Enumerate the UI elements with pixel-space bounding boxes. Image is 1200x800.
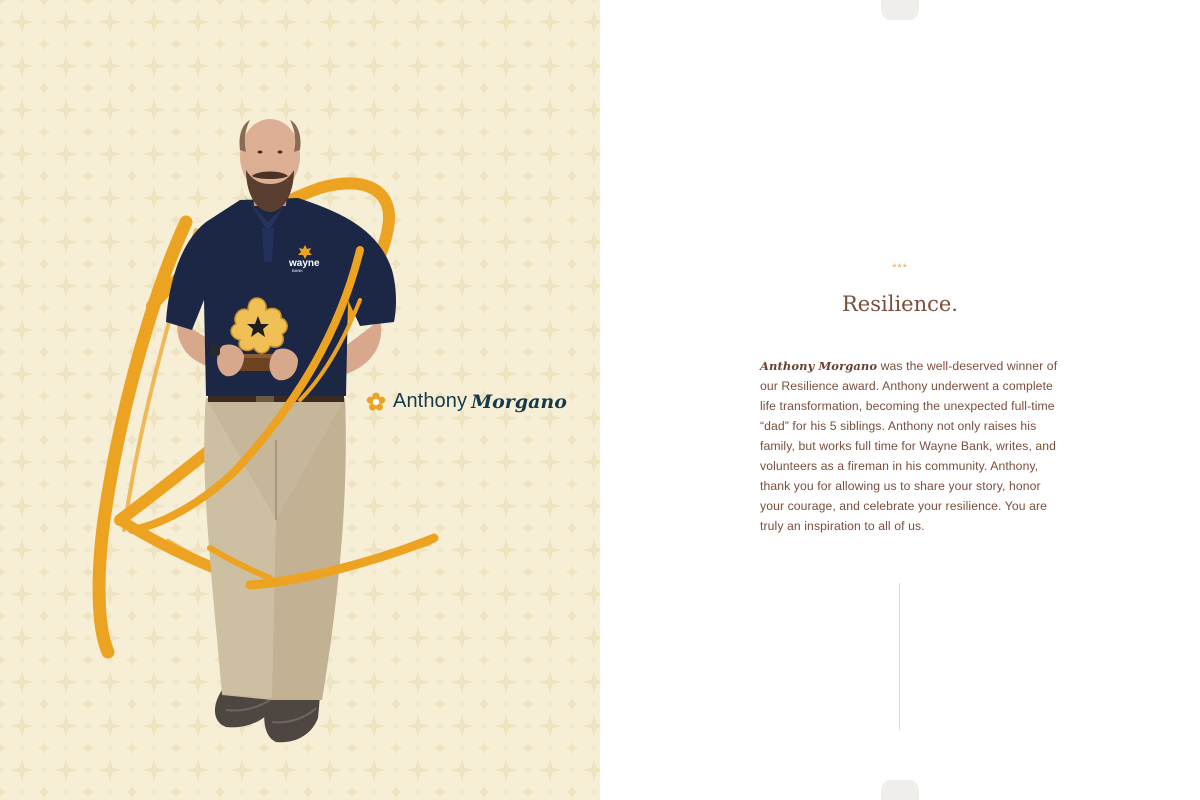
page-tab-top <box>881 0 919 20</box>
story-body: was the well-deserved winner of our Resilience award. Anthony underwent a complete life transformation, becoming the unexpected full-time “dad” for his 5 siblings. Anthony not only raises his family, but works full time for Wayne Bank, writes, and volunteers as a fireman in his community. Anthony, thank you for allowing us to share your story, honor your courage, and celebrate your resilience. You are truly an inspiration to all of us. <box>760 359 1058 533</box>
shirt-logo-sub: BANK <box>292 268 303 273</box>
page-tab-bottom <box>881 780 919 800</box>
pants <box>204 398 346 700</box>
page-heading: Resilience. <box>842 292 958 316</box>
story-lead-name: Anthony Morgano <box>760 359 878 373</box>
honoree-name-tag <box>366 390 567 413</box>
flower-icon <box>366 392 386 412</box>
honoree-last-name: Morgano <box>471 390 567 413</box>
right-page <box>600 0 1200 800</box>
honoree-first-name: Anthony <box>393 390 468 412</box>
story-paragraph <box>760 356 1060 536</box>
ornament-dots: *** <box>892 262 908 274</box>
vertical-divider <box>899 583 900 730</box>
shirt-logo-text: wayne <box>289 258 320 269</box>
